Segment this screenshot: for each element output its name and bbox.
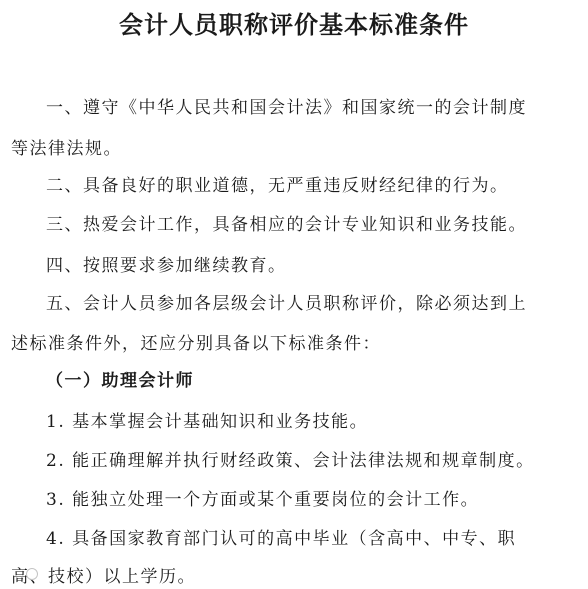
- list-item-3: 3. 能独立处理一个方面或某个重要岗位的会计工作。: [46, 490, 480, 510]
- paragraph-line-1: 一、遵守《中华人民共和国会计法》和国家统一的会计制度: [46, 98, 527, 118]
- paragraph-line-2: 等法律法规。: [11, 139, 122, 159]
- watermark: [26, 568, 40, 581]
- paragraph-line-7: 述标准条件外，还应分别具备以下标准条件：: [11, 334, 381, 354]
- list-item-4: 4. 具备国家教育部门认可的高中毕业（含高中、中专、职: [46, 529, 517, 549]
- paragraph-line-4: 三、热爱会计工作，具备相应的会计专业知识和业务技能。: [46, 215, 527, 235]
- subsection-heading: （一）助理会计师: [46, 371, 194, 391]
- list-item-4-continuation: 高、技校）以上学历。: [11, 567, 196, 587]
- paragraph-line-3: 二、具备良好的职业道德，无严重违反财经纪律的行为。: [46, 176, 509, 196]
- paragraph-line-6: 五、会计人员参加各层级会计人员职称评价，除必须达到上: [46, 294, 527, 314]
- watermark-logo-icon: [26, 568, 38, 580]
- list-item-1: 1. 基本掌握会计基础知识和业务技能。: [46, 412, 369, 432]
- paragraph-line-5: 四、按照要求参加继续教育。: [46, 256, 287, 276]
- document-title: 会计人员职称评价基本标准条件: [119, 10, 469, 39]
- list-item-2: 2. 能正确理解并执行财经政策、会计法律法规和规章制度。: [46, 451, 535, 471]
